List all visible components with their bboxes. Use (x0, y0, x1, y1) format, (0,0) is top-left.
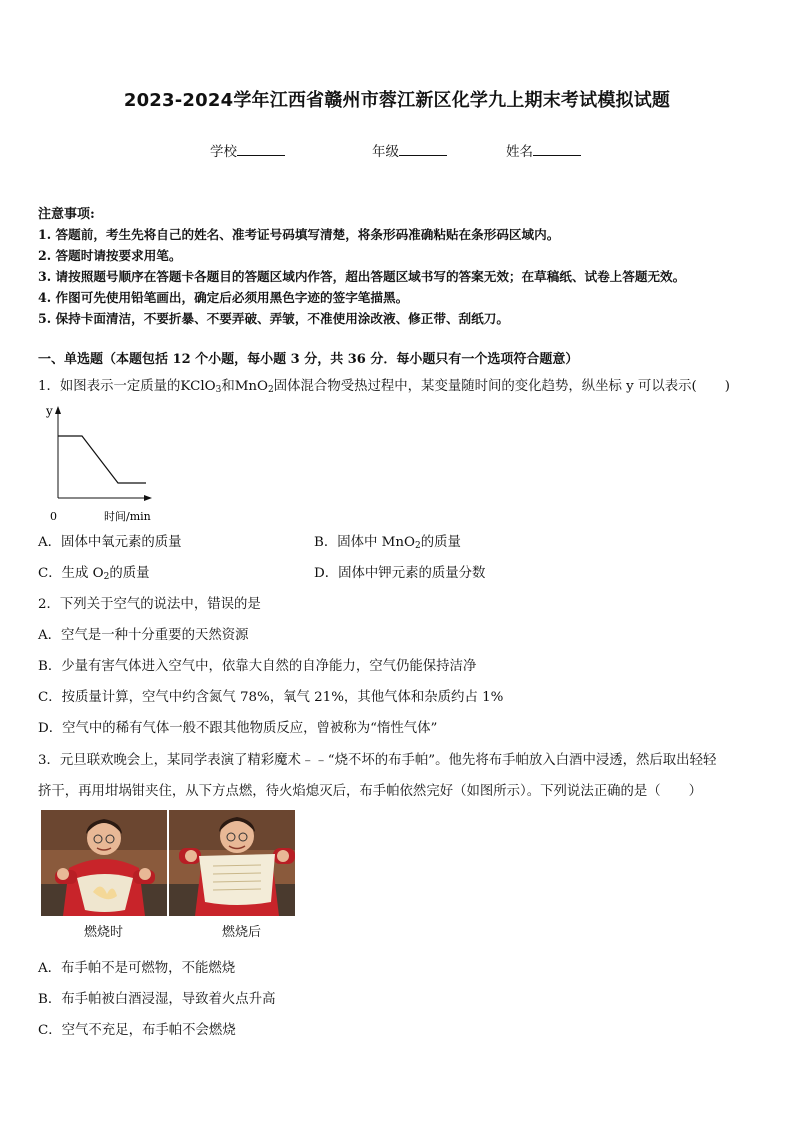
q1-option-c-sub: 2 (103, 572, 110, 582)
notes-heading: 注意事项: (38, 207, 95, 222)
q1-option-c (38, 562, 150, 581)
q1-option-b-text: B．固体中 MnO (314, 535, 415, 550)
photo-burning (41, 810, 167, 916)
photo-burning-image (41, 810, 167, 916)
note-item: 5. 保持卡面清洁，不要折暴、不要弄破、弄皱，不准使用涂改液、修正带、刮纸刀。 (38, 311, 509, 326)
question-1-stem (38, 375, 730, 394)
q1-option-b-text2: 的质量 (420, 535, 461, 550)
x-label: 时间/min (104, 510, 151, 523)
q2-option-b: B．少量有害气体进入空气中，依靠大自然的自净能力，空气仍能保持洁净 (38, 659, 477, 674)
name-label: 姓名 (506, 144, 533, 160)
caption-burning: 燃烧时 (84, 925, 124, 940)
origin-label: 0 (50, 510, 57, 523)
school-label: 学校 (210, 144, 237, 160)
q1-text-c: 固体混合物受热过程中，某变量随时间的变化趋势，纵坐标 y 可以表示( (273, 379, 697, 394)
photo-after-burning-image (169, 810, 295, 916)
q2-option-a: A．空气是一种十分重要的天然资源 (38, 628, 249, 643)
q1-text-b: 和MnO (221, 379, 269, 394)
grade-label: 年级 (372, 144, 399, 160)
q3-line-2-paren: ） (688, 784, 703, 799)
note-item: 1. 答题前，考生先将自己的姓名、准考证号码填写清楚，将条形码准确粘贴在条形码区域内。 (38, 227, 560, 242)
school-blank (237, 143, 285, 156)
caption-after-burning: 燃烧后 (222, 925, 262, 940)
section-heading: 一、单选题（本题包括 12 个小题，每小题 3 分，共 36 分．每小题只有一个选项符合题意） (38, 352, 579, 367)
q3-line-2-text: 挤干，再用坩埚钳夹住，从下方点燃，待火焰熄灭后，布手帕依然完好（如图所示）。下列说法正确的是（ (38, 784, 661, 799)
q1-sub-2: 2 (268, 385, 274, 395)
q1-option-b (314, 531, 461, 550)
q3-option-b: B．布手帕被白酒浸湿，导致着火点升高 (38, 992, 276, 1007)
school-field (210, 140, 285, 160)
y-axis-arrow (55, 406, 61, 414)
q3-option-c: C．空气不充足，布手帕不会燃烧 (38, 1023, 236, 1038)
page-title: 2023-2024学年江西省赣州市蓉江新区化学九上期末考试模拟试题 (123, 90, 671, 111)
grade-field (372, 140, 447, 160)
q1-text-d: ) (724, 379, 731, 394)
grade-blank (399, 143, 447, 156)
q2-option-d: D．空气中的稀有气体一般不跟其他物质反应，曾被称为“惰性气体” (38, 721, 438, 736)
question-3-line-1: 3．元旦联欢晚会上，某同学表演了精彩魔术﹣﹣“烧不坏的布手帕”。他先将布手帕放入白酒中浸透，然后取出轻轻 (38, 753, 717, 768)
note-item: 2. 答题时请按要求用笔。 (38, 248, 182, 263)
x-axis-arrow (144, 495, 152, 501)
graph-curve (58, 436, 146, 483)
q2-option-c: C．按质量计算，空气中约含氮气 78%，氧气 21%，其他气体和杂质约占 1% (38, 690, 504, 705)
question-3-line-2 (38, 780, 702, 799)
q1-option-c-text2: 的质量 (109, 566, 150, 581)
q1-option-d: D．固体中钾元素的质量分数 (314, 566, 486, 581)
q1-sub-1: 3 (215, 385, 222, 395)
name-field (506, 140, 581, 160)
q1-option-a: A．固体中氧元素的质量 (38, 535, 182, 550)
q1-text-a: 1．如图表示一定质量的KClO (38, 379, 216, 394)
q3-option-a: A．布手帕不是可燃物，不能燃烧 (38, 961, 236, 976)
q1-graph (36, 398, 166, 526)
q1-option-c-text: C．生成 O (38, 566, 104, 581)
photo-after-burning (169, 810, 295, 916)
name-blank (533, 143, 581, 156)
note-item: 4. 作图可先使用铅笔画出，确定后必须用黑色字迹的签字笔描黑。 (38, 290, 409, 305)
y-label: y (46, 404, 53, 418)
note-item: 3. 请按照题号顺序在答题卡各题目的答题区域内作答，超出答题区域书写的答案无效；在草稿纸、试卷上答题无效。 (38, 269, 686, 284)
q1-option-b-sub: 2 (414, 541, 421, 551)
question-2-stem: 2．下列关于空气的说法中，错误的是 (38, 597, 261, 612)
